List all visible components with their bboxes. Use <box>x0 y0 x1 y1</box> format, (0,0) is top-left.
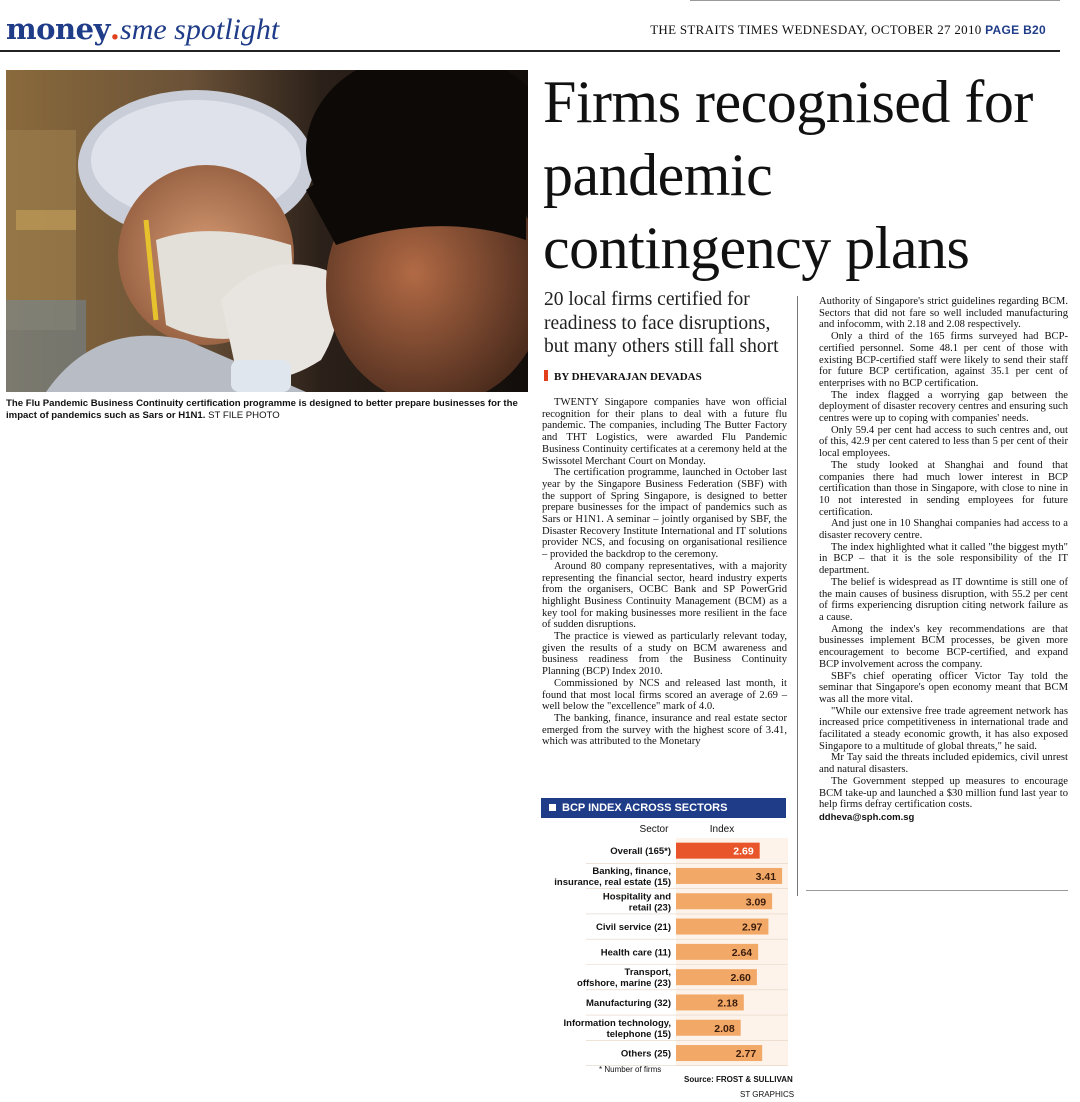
byline <box>544 370 702 383</box>
paragraph: Only 59.4 per cent had access to such centres and, out of this, 42.9 per cent catered to less than 5 per cent of their local employees. <box>819 424 1068 460</box>
paragraph: The index flagged a worrying gap between the deployment of disaster recovery centres and ensuring such centres were up to coping with companies' needs. <box>819 389 1068 425</box>
category-label: Transport, <box>624 967 671 979</box>
news-photo <box>6 70 528 392</box>
paragraph: The certification programme, launched in October last year by the Singapore Business Federation (SBF) with the support of Spring Singapore, is designed to better prepare businesses for the impact of pandemics such as Sars or H1N1. A seminar – jointly organised by SBF, the Disaster Recovery Institute International and IT solutions provider NCS, and focusing on organisational resilience – provided the backdrop to the ceremony. <box>542 467 787 561</box>
top-rule <box>690 0 1060 1</box>
masthead-date: THE STRAITS TIMES WEDNESDAY, OCTOBER 27 2010 <box>650 22 982 37</box>
paragraph: Authority of Singapore's strict guidelines regarding BCM. Sectors that did not fare so well included manufacturing and infocomm, with 2.18 and 2.08 respectively. <box>819 296 1068 331</box>
paragraph: Among the index's key recommendations are that businesses implement BCM processes, be given more encouragement to become BCP-certified, and expand BCP involvement across the company. <box>819 623 1068 670</box>
category-label: Health care (11) <box>600 947 671 959</box>
bar-value-label: 3.41 <box>755 870 777 883</box>
category-label: offshore, marine (23) <box>577 978 671 990</box>
category-label: Information technology, <box>563 1017 671 1029</box>
chart-title-text: BCP INDEX ACROSS SECTORS <box>562 802 728 814</box>
paragraph: And just one in 10 Shanghai companies had access to a disaster recovery centre. <box>819 518 1068 542</box>
masthead <box>650 22 1046 38</box>
bar-value-label: 2.64 <box>731 946 753 959</box>
paragraph: The Government stepped up measures to encourage BCM take-up and launched a $30 million fund last year to help firms defray certification costs. <box>819 775 1068 811</box>
paragraph: The belief is widespread as IT downtime is still one of the main causes of business disruption, with 55.2 per cent of firms experiencing disruption citing network failure as a cause. <box>819 576 1068 623</box>
category-label: retail (23) <box>628 902 671 914</box>
paragraph: TWENTY Singapore companies have won official recognition for their plans to deal with a future flu pandemic. The companies, including The Butter Factory and THT Logistics, were awarded Flu Pandemic Business Continuity certificates at a ceremony held at the Swissotel Merchant Court on Monday. <box>542 397 787 467</box>
paragraph: The study looked at Shanghai and found that companies there had much lower interest in BCP certification than those in Singapore, with close to nine in 10 not interested in sending employees for future certification. <box>819 459 1068 518</box>
category-label: Hospitality and <box>602 891 671 903</box>
category-label: Civil service (21) <box>596 922 671 934</box>
index-header: Index <box>709 824 735 835</box>
paragraph: The index highlighted what it called "the biggest myth" in BCP – that it is the sole responsibility of the IT department. <box>819 541 1068 577</box>
photo-illustration <box>6 70 528 392</box>
column-rule <box>797 296 798 896</box>
category-label: Others (25) <box>620 1048 671 1060</box>
headline: Firms recognised for pandemic contingency plans <box>543 69 1033 281</box>
bar-value-label: 2.69 <box>733 845 754 858</box>
caption-text: The Flu Pandemic Business Continuity certification programme is designed to better prepare businesses for the impact of pandemics such as Sars or H1N1. <box>6 398 518 421</box>
category-label: Overall (165*) <box>610 846 671 858</box>
paragraph: Only a third of the 165 firms surveyed had BCP-certified personnel. Some 48.1 per cent of those with existing BCP-certified staff were likely to send their staff for future BCP certification, against 35.1 per cent of enterprises with no BCP certification. <box>819 331 1068 389</box>
category-label: insurance, real estate (15) <box>554 876 671 888</box>
paragraph: Around 80 company representatives, with a majority representing the financial sector, heard industry experts from the organisers, OCBC Bank and SP PowerGrid highlight Business Continuity Management (BCM) as a key tool for making businesses more resilient in the face of sudden disruptions. <box>542 560 787 631</box>
paragraph: SBF's chief operating officer Victor Tay told the seminar that Singapore's open economy meant that BCM was all the more vital. <box>819 670 1068 705</box>
section-main: money <box>6 12 110 46</box>
bcp-bar-chart <box>541 818 791 1102</box>
bar-value-label: 2.60 <box>730 972 751 985</box>
byline-marker <box>544 370 548 381</box>
bar-value-label: 2.77 <box>735 1048 757 1061</box>
article-column-1 <box>542 397 787 748</box>
chart-note: * Number of firms <box>599 1065 662 1074</box>
section-dot: . <box>109 12 121 46</box>
bar-value-label: 3.09 <box>745 896 767 909</box>
author-email[interactable]: ddheva@sph.com.sg <box>819 811 915 823</box>
paragraph: "While our extensive free trade agreement network has increased price competitiveness in international trade and facilitated a steady economic growth, it has also exposed Singapore to a multitude of global threats," he said. <box>819 705 1068 752</box>
bar-value-label: 2.18 <box>717 997 738 1010</box>
article-column-2 <box>819 296 1068 824</box>
photo-caption <box>6 398 530 422</box>
category-label: telephone (15) <box>606 1028 671 1040</box>
bar-value-label: 2.08 <box>714 1022 735 1035</box>
paragraph: The banking, finance, insurance and real estate sector emerged from the survey with the highest score of 3.41, which was attributed to the Monetary <box>542 712 787 748</box>
photo-credit: ST FILE PHOTO <box>208 410 280 421</box>
chart-source: Source: FROST & SULLIVAN <box>684 1075 793 1084</box>
section-title <box>6 12 279 47</box>
paragraph: Mr Tay said the threats included epidemics, civil unrest and natural disasters. <box>819 752 1068 776</box>
chart-title <box>541 798 786 818</box>
category-label: Manufacturing (32) <box>586 997 671 1009</box>
section-sub: sme spotlight <box>120 13 280 46</box>
byline-text: BY DHEVARAJAN DEVADAS <box>554 371 702 383</box>
sector-header: Sector <box>639 824 669 835</box>
column-end-rule <box>806 890 1068 891</box>
paragraph: The practice is viewed as particularly relevant today, given the results of a study on BCM awareness and business readiness from the Business Continuity Planning (BCP) Index 2010. <box>542 631 787 678</box>
subhead: 20 local firms certified for readiness to face disruptions, but many others still fall short <box>544 289 779 357</box>
header-rule <box>0 50 1060 52</box>
chart-credit: ST GRAPHICS <box>740 1090 795 1099</box>
bar-value-label: 2.97 <box>741 921 763 934</box>
category-label: Banking, finance, <box>592 865 671 877</box>
page-number: PAGE B20 <box>985 23 1046 37</box>
paragraph: Commissioned by NCS and released last month, it found that most local firms scored an average of 2.69 – well below the "excellence" mark of 4.0. <box>542 677 787 713</box>
square-icon <box>549 804 556 811</box>
